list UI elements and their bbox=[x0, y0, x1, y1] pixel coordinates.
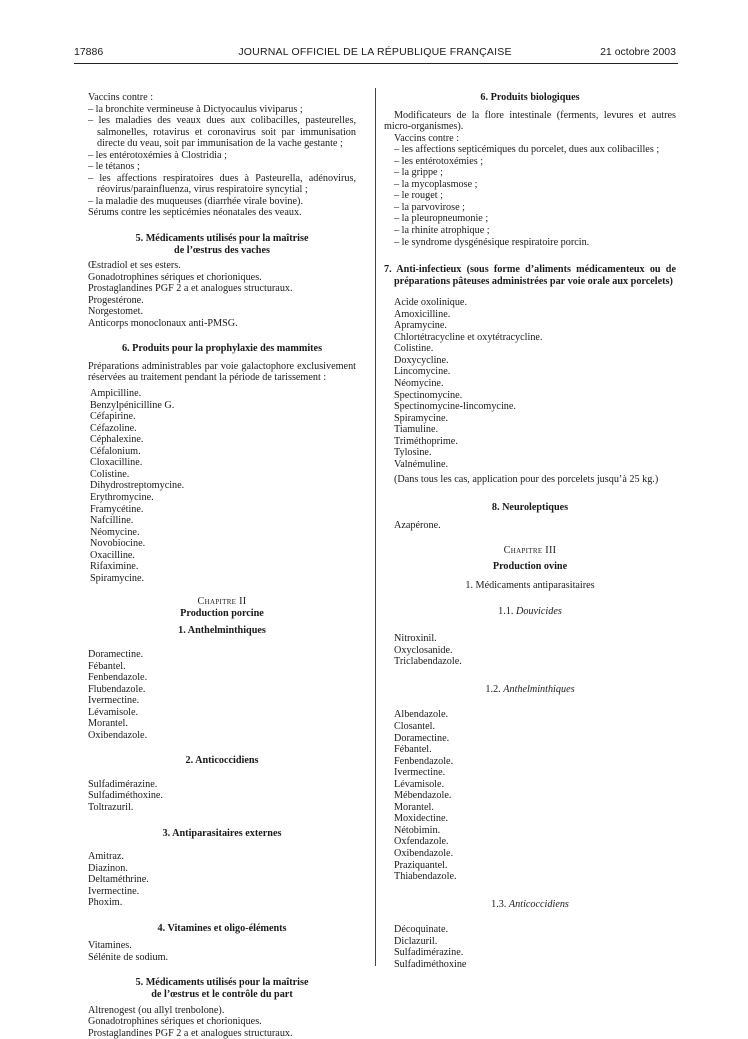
vaccin-item: – les maladies des veaux dues aux colibacilles, pasteurelles, salmonelles, rotavirus et coronavirus soit par immunisation directe du veau, soit par immunisation de la vache gestante ; bbox=[88, 115, 356, 150]
page-header bbox=[74, 46, 676, 60]
list-item: Œstradiol et ses esters. bbox=[88, 260, 181, 272]
vaccin-item: – les entérotoxémies ; bbox=[394, 155, 484, 167]
subsection-anticoccidiens bbox=[384, 899, 676, 911]
vaccins-porcins-list bbox=[384, 144, 676, 248]
flore-intestinale: Modificateurs de la flore intestinale (ferments, levures et autres micro-organismes). bbox=[384, 109, 676, 133]
list-item: Céfazoline. bbox=[90, 422, 137, 434]
list-item: Benzylpénicilline G. bbox=[90, 399, 175, 411]
list-item: Toltrazuril. bbox=[88, 801, 134, 813]
list-item: Spectinomycine-lincomycine. bbox=[394, 401, 516, 413]
chapter-3-title: Production ovine bbox=[492, 560, 568, 572]
list-item: Oxacilline. bbox=[90, 549, 135, 561]
list-item: Céphalexine. bbox=[90, 434, 144, 446]
vaccin-item: – les affections septicémiques du porcelet, dues aux colibacilles ; bbox=[394, 144, 660, 156]
list-item: Décoquinate. bbox=[394, 924, 449, 936]
chapter-2-title: Production porcine bbox=[180, 607, 264, 619]
vaccin-item: – les affections respiratoires dues à Pasteurella, adénovirus, réovirus/parainfluenza, virus respiratoire syncytial ; bbox=[88, 172, 356, 196]
section-title-oestrus-part-1: 5. Médicaments utilisés pour la maîtrise bbox=[135, 977, 309, 989]
list-item: Prostaglandines PGF 2 a et analogues structuraux. bbox=[88, 283, 293, 295]
list-item: Deltaméthrine. bbox=[88, 874, 149, 886]
list-item: Morantel. bbox=[88, 718, 128, 730]
list-item: Sulfadimérazine. bbox=[88, 778, 158, 790]
list-item: Dihydrostreptomycine. bbox=[90, 480, 185, 492]
list-item: Altrenogest (ou allyl trenbolone). bbox=[88, 1004, 225, 1016]
section-title-mammites: 6. Produits pour la prophylaxie des mammites bbox=[121, 343, 323, 355]
vaccin-item: – la mycoplasmose ; bbox=[394, 178, 478, 190]
vaccin-item: – la parvovirose ; bbox=[394, 201, 466, 213]
list-item: Nétobimin. bbox=[394, 824, 441, 836]
list-item: Praziquantel. bbox=[394, 859, 448, 871]
subsection-number: 1.3. bbox=[491, 898, 507, 910]
list-item: Lévamisole. bbox=[88, 706, 139, 718]
serums-line: Sérums contre les septicémies néonatales des veaux. bbox=[88, 207, 302, 219]
section-title-antiparasitaires-externes: 3. Antiparasitaires externes bbox=[162, 827, 282, 839]
vaccins-porcins-title: Vaccins contre : bbox=[394, 132, 460, 144]
list-item: Moxidectine. bbox=[394, 813, 449, 825]
vitamines-list bbox=[88, 940, 356, 963]
mammites-list bbox=[88, 388, 356, 584]
list-item: Valnémuline. bbox=[394, 458, 449, 470]
list-item: Colistine. bbox=[90, 468, 130, 480]
subsection-name: Anthelminthiques bbox=[503, 683, 575, 695]
list-item: Céfalonium. bbox=[90, 445, 141, 457]
list-item: Prostaglandines PGF 2 a et analogues structuraux. bbox=[88, 1027, 293, 1039]
list-item: Spectinomycine. bbox=[394, 389, 463, 401]
subsection-name: Douvicides bbox=[515, 605, 562, 617]
list-item: Amitraz. bbox=[88, 851, 124, 863]
list-item: Flubendazole. bbox=[88, 683, 146, 695]
list-item: Apramycine. bbox=[394, 320, 447, 332]
right-column bbox=[384, 92, 676, 970]
list-item: Triclabendazole. bbox=[394, 656, 462, 668]
left-column bbox=[88, 92, 356, 1039]
antiparasitaires-title-text: 1. Médicaments antiparasitaires bbox=[465, 580, 595, 592]
list-item: Spiramycine. bbox=[394, 412, 449, 424]
list-item: Néomycine. bbox=[394, 378, 444, 390]
list-item: Doramectine. bbox=[88, 648, 144, 660]
anthelminthiques-list bbox=[88, 649, 356, 741]
list-item: Fenbendazole. bbox=[88, 672, 148, 684]
list-item: Gonadotrophines sériques et chorioniques. bbox=[88, 1016, 262, 1028]
list-item: Morantel. bbox=[394, 801, 434, 813]
chapter-3-label: Chapitre III bbox=[503, 545, 557, 557]
list-item: Sulfadiméthoxine. bbox=[88, 790, 163, 802]
list-item: Tylosine. bbox=[394, 447, 432, 459]
list-item: Doramectine. bbox=[394, 732, 450, 744]
list-item: Oxfendazole. bbox=[394, 836, 449, 848]
list-item: Novobiocine. bbox=[90, 538, 146, 550]
list-item: Fenbendazole. bbox=[394, 755, 454, 767]
list-item: Diazinon. bbox=[88, 862, 128, 874]
list-item: Rifaximine. bbox=[90, 561, 139, 573]
section-title-antiparasitaires bbox=[384, 580, 676, 592]
subsection-douvicides bbox=[384, 606, 676, 618]
section-title-oestrus-vaches-1: 5. Médicaments utilisés pour la maîtrise bbox=[135, 233, 309, 245]
subsection-number: 1.1. bbox=[498, 605, 514, 617]
list-item: Fébantel. bbox=[88, 660, 126, 672]
list-item: Doxycycline. bbox=[394, 354, 449, 366]
list-item: Tiamuline. bbox=[394, 424, 439, 436]
list-item: Ivermectine. bbox=[88, 695, 140, 707]
list-item: Triméthoprime. bbox=[394, 435, 458, 447]
list-item: Lévamisole. bbox=[394, 778, 445, 790]
list-item: Spiramycine. bbox=[90, 572, 145, 584]
subsection-name: Anticoccidiens bbox=[508, 898, 569, 910]
section-title-anti-infectieux: 7. Anti-infectieux (sous forme d’aliments médicamenteux ou de préparations pâteuses administrées par voie orale aux porcelets) bbox=[384, 264, 676, 287]
vaccin-item: – la bronchite vermineuse à Dictyocaulus viviparus ; bbox=[88, 103, 303, 115]
publication-date: 21 octobre 2003 bbox=[600, 46, 676, 58]
list-item: Vitamines. bbox=[88, 940, 132, 952]
douvicides-list bbox=[384, 633, 676, 668]
list-item: Amoxicilline. bbox=[394, 308, 451, 320]
vaccin-item: – le tétanos ; bbox=[88, 161, 140, 173]
vaccin-item: – la maladie des muqueuses (diarrhée virale bovine). bbox=[88, 195, 303, 207]
subsection-anthelminthiques bbox=[384, 684, 676, 696]
section-title-oestrus-part-2: de l’œstrus et le contrôle du part bbox=[151, 989, 293, 1000]
mammites-intro: Préparations administrables par voie galactophore exclusivement réservées au traitement pendant la période de tarissement : bbox=[88, 360, 356, 384]
list-item: Oxibendazole. bbox=[394, 847, 454, 859]
vaccins-title: Vaccins contre : bbox=[88, 92, 154, 103]
antiparasitaires-list bbox=[88, 851, 356, 909]
list-item: Ampicilline. bbox=[90, 388, 142, 400]
subsection-number: 1.2. bbox=[485, 683, 501, 695]
list-item: Progestérone. bbox=[88, 294, 144, 306]
list-item: Norgestomet. bbox=[88, 306, 143, 318]
vaccin-item: – les entérotoxémies à Clostridia ; bbox=[88, 149, 227, 161]
vaccin-item: – la rhinite atrophique ; bbox=[394, 225, 490, 237]
vaccin-item: – le syndrome dysgénésique respiratoire porcin. bbox=[394, 236, 590, 248]
list-item: Phoxim. bbox=[88, 897, 123, 909]
section-title-vitamines: 4. Vitamines et oligo-éléments bbox=[157, 922, 287, 934]
list-item: Acide oxolinique. bbox=[394, 297, 467, 309]
list-item: Albendazole. bbox=[394, 709, 449, 721]
journal-title: JOURNAL OFFICIEL DE LA RÉPUBLIQUE FRANÇAISE bbox=[238, 46, 512, 58]
list-item: Framycétine. bbox=[90, 503, 144, 515]
list-item: Sélénite de sodium. bbox=[88, 951, 169, 963]
list-item: Lincomycine. bbox=[394, 366, 451, 378]
list-item: Colistine. bbox=[394, 343, 434, 355]
neuroleptiques-list bbox=[384, 520, 676, 532]
page-number: 17886 bbox=[74, 46, 104, 58]
list-item: Ivermectine. bbox=[394, 767, 446, 779]
list-item: Diclazuril. bbox=[394, 935, 438, 947]
vaccin-item: – la pleuropneumonie ; bbox=[394, 213, 489, 225]
section-title-oestrus-vaches-2: de l’œstrus des vaches bbox=[174, 244, 270, 256]
header-rule bbox=[74, 63, 678, 64]
list-item: Oxibendazole. bbox=[88, 729, 148, 741]
vaccins-list bbox=[88, 104, 356, 208]
section-title-produits-biologiques: 6. Produits biologiques bbox=[480, 92, 580, 103]
list-item: Chlortétracycline et oxytétracycline. bbox=[394, 331, 543, 343]
anticoccidiens-list bbox=[88, 779, 356, 814]
anti-infectieux-list bbox=[384, 297, 676, 470]
list-item: Néomycine. bbox=[90, 526, 140, 538]
vaccin-item: – la grippe ; bbox=[394, 167, 443, 179]
list-item: Fébantel. bbox=[394, 744, 432, 756]
ovine-anticoccidiens-list bbox=[384, 924, 676, 970]
column-divider bbox=[375, 88, 376, 966]
list-item: Nafcilline. bbox=[90, 515, 134, 527]
list-item: Anticorps monoclonaux anti-PMSG. bbox=[88, 317, 238, 329]
list-item: Mébendazole. bbox=[394, 790, 452, 802]
list-item: Erythromycine. bbox=[90, 491, 154, 503]
list-item: Thiabendazole. bbox=[394, 871, 457, 883]
vaccin-item: – le rouget ; bbox=[394, 190, 443, 202]
oestrus-vaches-list bbox=[88, 260, 356, 329]
section-title-anthelminthiques: 1. Anthelminthiques bbox=[178, 625, 266, 637]
list-item: Closantel. bbox=[394, 720, 436, 732]
list-item: Sulfadiméthoxine bbox=[394, 958, 467, 970]
list-item: Oxyclosanide. bbox=[394, 644, 453, 656]
ovine-anthelminthiques-list bbox=[384, 709, 676, 882]
list-item: Sulfadimérazine. bbox=[394, 947, 464, 959]
list-item: Azapérone. bbox=[394, 519, 441, 531]
porcelets-note: (Dans tous les cas, application pour des porcelets jusqu’à 25 kg.) bbox=[394, 474, 659, 486]
section-title-neuroleptiques: 8. Neuroleptiques bbox=[491, 501, 569, 513]
list-item: Céfapirine. bbox=[90, 411, 136, 423]
list-item: Ivermectine. bbox=[88, 885, 140, 897]
chapter-2-label: Chapitre II bbox=[197, 596, 247, 608]
list-item: Nitroxinil. bbox=[394, 633, 437, 645]
section-title-anticoccidiens: 2. Anticoccidiens bbox=[185, 755, 259, 767]
oestrus-part-list bbox=[88, 1005, 356, 1039]
list-item: Gonadotrophines sériques et chorioniques. bbox=[88, 271, 262, 283]
list-item: Cloxacilline. bbox=[90, 457, 143, 469]
